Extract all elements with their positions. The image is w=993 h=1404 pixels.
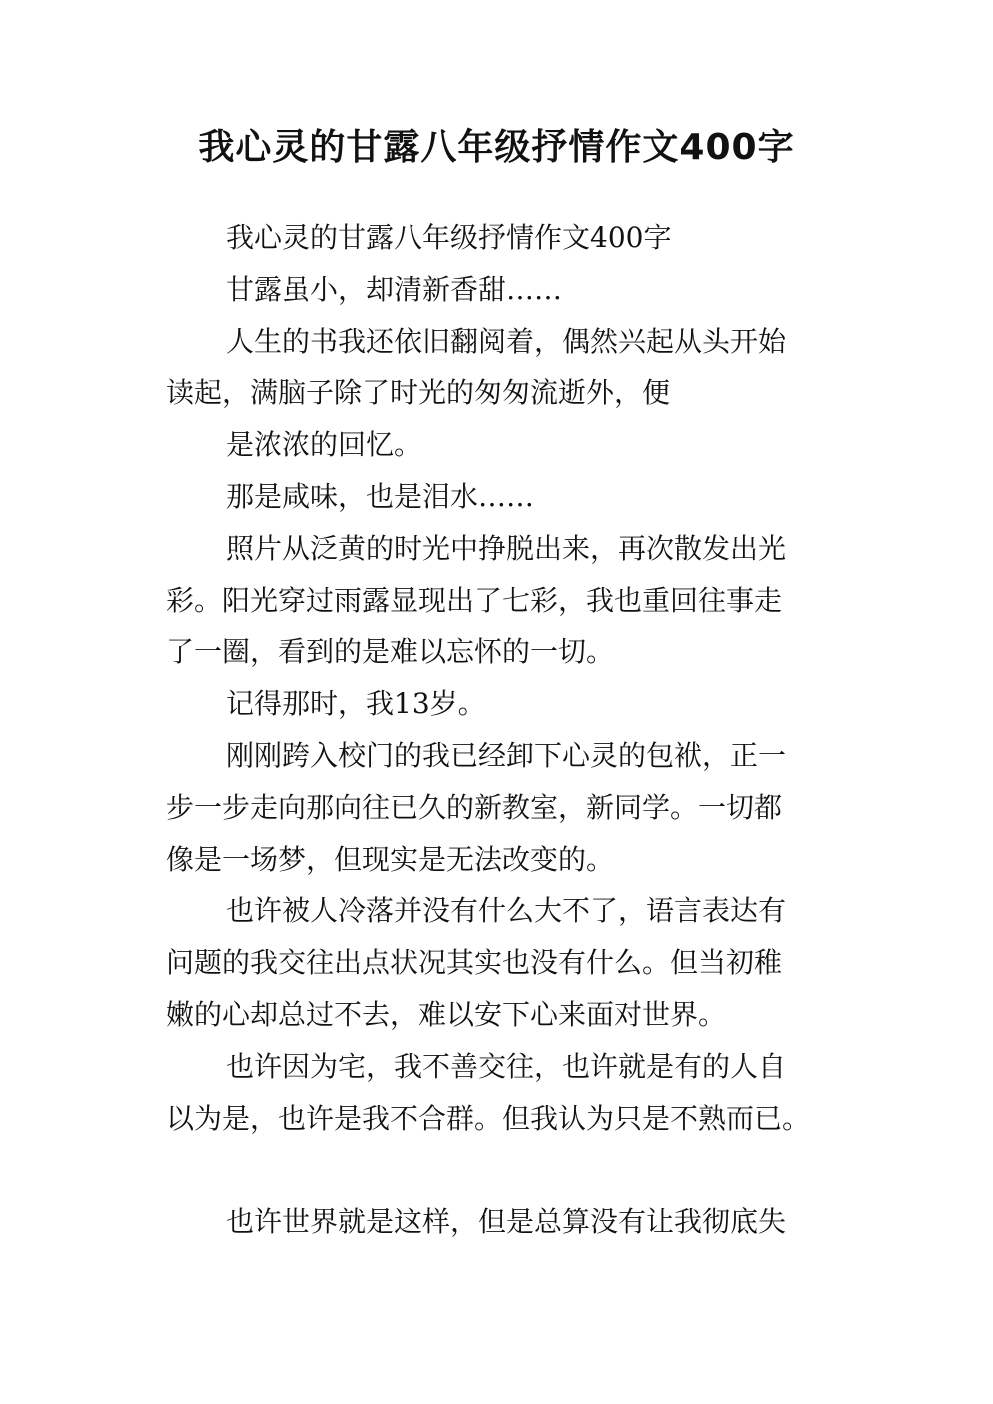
text-line: 嫩的心却总过不去，难以安下心来面对世界。 xyxy=(166,997,727,1031)
text-line: 记得那时，我13岁。 xyxy=(226,687,486,721)
text-line: 照片从泛黄的时光中挣脱出来，再次散发出光 xyxy=(226,531,787,565)
text-line: 也许世界就是这样，但是总算没有让我彻底失 xyxy=(226,1205,787,1239)
text-line: 刚刚跨入校门的我已经卸下心灵的包袱，正一 xyxy=(226,738,787,772)
document-title: 我心灵的甘露八年级抒情作文400字 xyxy=(198,127,795,168)
text-line: 也许被人冷落并没有什么大不了，语言表达有 xyxy=(226,894,787,928)
text-line: 像是一场梦，但现实是无法改变的。 xyxy=(166,842,615,876)
text-line: 那是咸味，也是泪水…… xyxy=(226,479,535,513)
text-line: 彩。阳光穿过雨露显现出了七彩，我也重回往事走 xyxy=(166,583,783,617)
text-line: 读起，满脑子除了时光的匆匆流逝外，便 xyxy=(166,376,671,410)
text-line: 以为是，也许是我不合群。但我认为只是不熟而已。 xyxy=(166,1101,811,1135)
text-line: 人生的书我还依旧翻阅着，偶然兴起从头开始 xyxy=(226,324,787,358)
text-line: 了一圈，看到的是难以忘怀的一切。 xyxy=(166,635,615,669)
text-line: 是浓浓的回忆。 xyxy=(226,428,423,462)
text-line: 问题的我交往出点状况其实也没有什么。但当初稚 xyxy=(166,946,783,980)
text-line: 我心灵的甘露八年级抒情作文400字 xyxy=(226,221,672,254)
text-line: 甘露虽小，却清新香甜…… xyxy=(226,272,563,306)
text-line: 步一步走向那向往已久的新教室，新同学。一切都 xyxy=(166,790,783,824)
paragraph-gap xyxy=(166,1144,836,1196)
document-body xyxy=(166,212,836,1248)
text-line: 也许因为宅，我不善交往，也许就是有的人自 xyxy=(226,1049,787,1083)
